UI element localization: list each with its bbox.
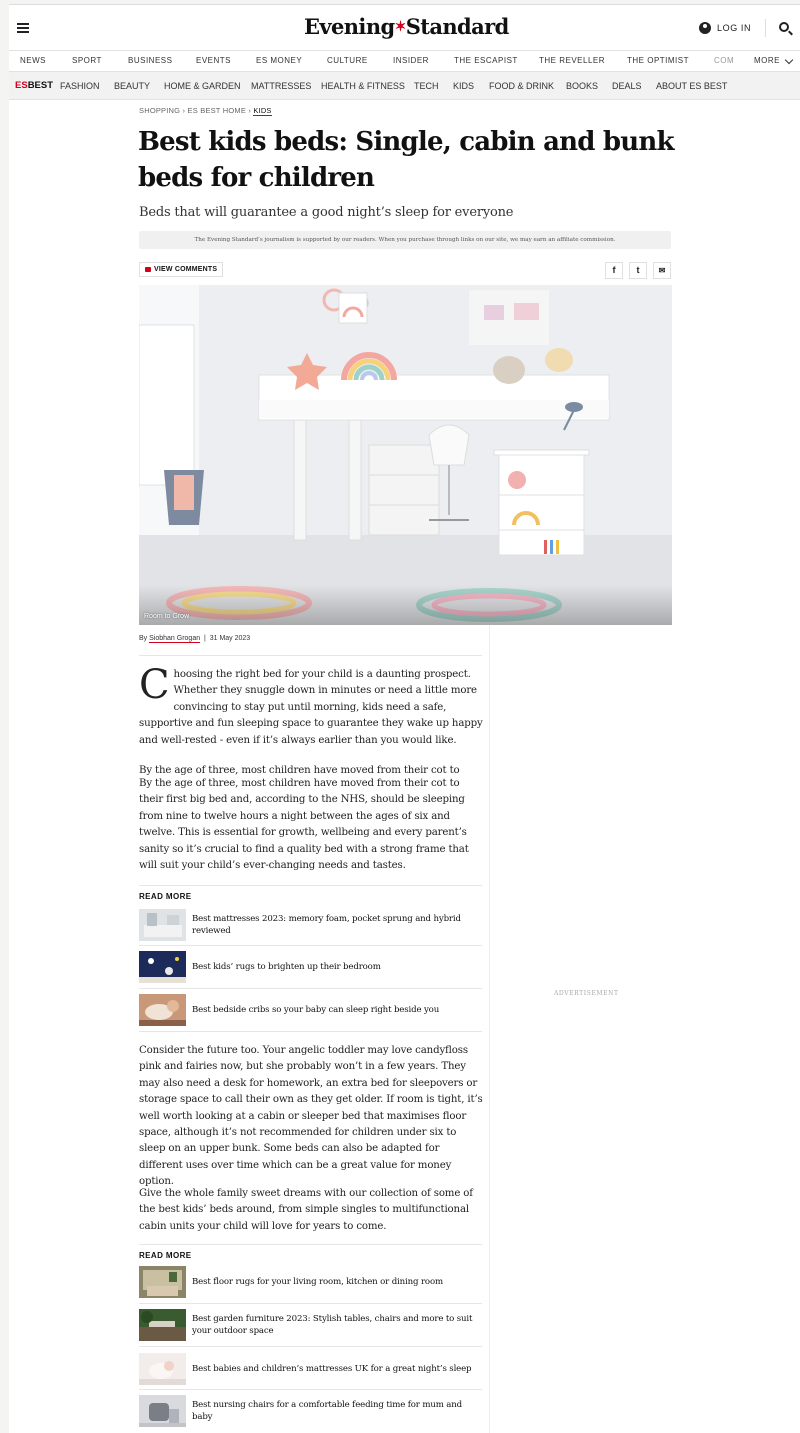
login-button[interactable]: [699, 22, 751, 34]
byline-prefix: By: [139, 635, 148, 642]
paragraph-4: Give the whole family sweet dreams with our collection of some of the best kids’ beds around, from simple singles to multifunctional cabin units your child will love for years to come.: [139, 1188, 473, 1232]
read-more-link[interactable]: Best bedside cribs so your baby can sleep right beside you: [192, 1005, 440, 1015]
publish-date: 31 May 2023: [209, 635, 251, 642]
read-more-thumbnail: [139, 1353, 186, 1385]
masthead: [9, 5, 800, 50]
nav-item-the-escapist[interactable]: THE ESCAPIST: [454, 56, 518, 65]
dropcap: C: [139, 662, 170, 708]
byline: [139, 635, 250, 642]
read-more-thumbnail: [139, 994, 186, 1026]
article-title: Best kids beds: Single, cabin and bunk beds for children: [138, 127, 674, 193]
read-more-heading: READ MORE: [139, 1251, 192, 1260]
breadcrumb-separator: ›: [248, 106, 252, 115]
column-divider: [489, 625, 490, 1433]
nav-item-the-optimist[interactable]: THE OPTIMIST: [627, 56, 689, 65]
breadcrumb: [139, 106, 272, 115]
view-comments-label: VIEW COMMENTS: [154, 266, 218, 273]
read-more-item[interactable]: [139, 951, 482, 984]
nav-item-truncated[interactable]: COM: [714, 56, 735, 65]
paragraph-intro: [139, 662, 484, 749]
nav-item-business[interactable]: BUSINESS: [128, 56, 173, 65]
read-more-link[interactable]: Best babies and children’s mattresses UK for a great night’s sleep: [192, 1364, 472, 1374]
nav-item-the-reveller[interactable]: THE REVELLER: [539, 56, 606, 65]
subnav-item-deals[interactable]: DEALS: [612, 81, 642, 91]
brand-best: BEST: [27, 80, 54, 91]
facebook-share-icon[interactable]: f: [605, 262, 623, 279]
chevron-down-icon[interactable]: [785, 56, 793, 64]
divider: [139, 1389, 482, 1390]
nav-more-button[interactable]: MORE: [754, 56, 780, 65]
read-more-item[interactable]: [139, 994, 482, 1027]
divider: [139, 1346, 482, 1347]
subnav-item-about-es-best[interactable]: ABOUT ES BEST: [656, 81, 728, 91]
read-more-link[interactable]: Best garden furniture 2023: Stylish tables, chairs and more to suit your outdoor space: [192, 1314, 473, 1336]
es-best-logo[interactable]: [15, 80, 53, 91]
sub-nav: [9, 72, 800, 100]
divider: [139, 885, 482, 886]
nav-item-news[interactable]: NEWS: [20, 56, 46, 65]
read-more-item[interactable]: [139, 1309, 482, 1342]
view-comments-button[interactable]: [139, 262, 223, 277]
nav-item-es-money[interactable]: ES MONEY: [256, 56, 303, 65]
read-more-thumbnail: [139, 1395, 186, 1427]
nav-item-events[interactable]: EVENTS: [196, 56, 232, 65]
comment-icon: [145, 267, 151, 272]
subnav-item-books[interactable]: BOOKS: [566, 81, 599, 91]
affiliate-notice: The Evening Standard’s journalism is supported by our readers. When you purchase through links on our site, we may earn an affiliate commission.: [139, 231, 671, 249]
paragraph-duplicate-line: By the age of three, most children have moved from their cot to: [139, 765, 460, 776]
read-more-thumbnail: [139, 951, 186, 983]
read-more-thumbnail: [139, 1309, 186, 1341]
read-more-item[interactable]: [139, 1266, 482, 1299]
breadcrumb-separator: ›: [182, 106, 186, 115]
hero-image: [139, 285, 672, 625]
read-more-item[interactable]: [139, 1395, 482, 1428]
logo-star-icon: ✶: [394, 19, 406, 35]
email-share-icon[interactable]: ✉: [653, 262, 671, 279]
advertisement-label: ADVERTISEMENT: [554, 990, 619, 997]
nav-item-sport[interactable]: SPORT: [72, 56, 102, 65]
hero-illustration: [139, 285, 672, 625]
nav-item-insider[interactable]: INSIDER: [393, 56, 429, 65]
brand-es: ES: [15, 80, 28, 91]
hero-caption: Room to Grow: [144, 613, 190, 620]
read-more-item[interactable]: [139, 909, 482, 942]
read-more-item[interactable]: [139, 1353, 482, 1386]
divider: [139, 1031, 482, 1032]
subnav-item-kids[interactable]: KIDS: [453, 81, 475, 91]
search-icon[interactable]: [779, 22, 789, 32]
paragraph-intro-text: hoosing the right bed for your child is a daunting prospect. Whether they snuggle down in minutes or need a little more convincing to stay put until morning, kids need a safe, supportive and fun sleeping space to guarantee they wake up happy and well-rested - even if it’s always earlier than you would like.: [139, 669, 483, 746]
divider: [139, 655, 482, 656]
paragraph-2: By the age of three, most children have moved from their cot to their first big bed and, according to the NHS, should be sleeping from nine to twelve hours a night between the ages of six and twelve. This is essential for growth, wellbeing and every parent’s sanity so it’s crucial to find a quality bed with a strong frame that will suit your child’s ever-changing needs and tastes.: [139, 778, 469, 872]
breadcrumb-kids[interactable]: KIDS: [253, 106, 272, 115]
read-more-link[interactable]: Best nursing chairs for a comfortable feeding time for mum and baby: [192, 1400, 463, 1422]
paragraph-3: Consider the future too. Your angelic toddler may love candyfloss pink and fairies now, but she probably won’t in a few years. They may also need a desk for homework, an extra bed for sleepovers or storage space to call their own as they get older. If room is tight, it’s well worth looking at a cabin or sleeper bed that maximises floor space, although it’s not recommended for children under six to sleep on an upper bunk. Some beds can also be adapted for different uses over time which can be a great value for money option.: [139, 1045, 483, 1188]
logo-text-right: Standard: [405, 14, 509, 39]
user-icon: [699, 22, 711, 34]
breadcrumb-shopping[interactable]: SHOPPING: [139, 106, 181, 115]
divider: [139, 1244, 482, 1245]
byline-separator: |: [204, 635, 206, 642]
read-more-link[interactable]: Best floor rugs for your living room, kitchen or dining room: [192, 1277, 443, 1287]
author-link[interactable]: Siobhan Grogan: [149, 635, 201, 642]
read-more-link[interactable]: Best kids’ rugs to brighten up their bedroom: [192, 962, 381, 972]
login-label: LOG IN: [717, 23, 752, 33]
divider: [139, 988, 482, 989]
subnav-item-tech[interactable]: TECH: [414, 81, 439, 91]
menu-icon[interactable]: [17, 23, 29, 33]
site-logo[interactable]: [304, 14, 509, 39]
subnav-item-mattresses[interactable]: MATTRESSES: [251, 81, 312, 91]
divider: [139, 945, 482, 946]
subnav-item-food-drink[interactable]: FOOD & DRINK: [489, 81, 555, 91]
read-more-link[interactable]: Best mattresses 2023: memory foam, pocket sprung and hybrid reviewed: [192, 914, 461, 936]
header-divider: [765, 19, 766, 37]
read-more-thumbnail: [139, 1266, 186, 1298]
read-more-thumbnail: [139, 909, 186, 941]
subnav-item-home-garden[interactable]: HOME & GARDEN: [164, 81, 241, 91]
main-nav: [9, 50, 800, 72]
nav-item-culture[interactable]: CULTURE: [327, 56, 368, 65]
page: [9, 4, 800, 1433]
logo-text-left: Evening: [304, 14, 395, 39]
subnav-item-beauty[interactable]: BEAUTY: [114, 81, 151, 91]
subnav-item-fashion[interactable]: FASHION: [60, 81, 100, 91]
read-more-heading: READ MORE: [139, 892, 192, 901]
divider: [139, 1303, 482, 1304]
subnav-item-health-fitness[interactable]: HEALTH & FITNESS: [321, 81, 405, 91]
twitter-share-icon[interactable]: t: [629, 262, 647, 279]
article-standfirst: Beds that will guarantee a good night’s sleep for everyone: [139, 205, 514, 220]
breadcrumb-es-best-home[interactable]: ES BEST HOME: [187, 106, 247, 115]
